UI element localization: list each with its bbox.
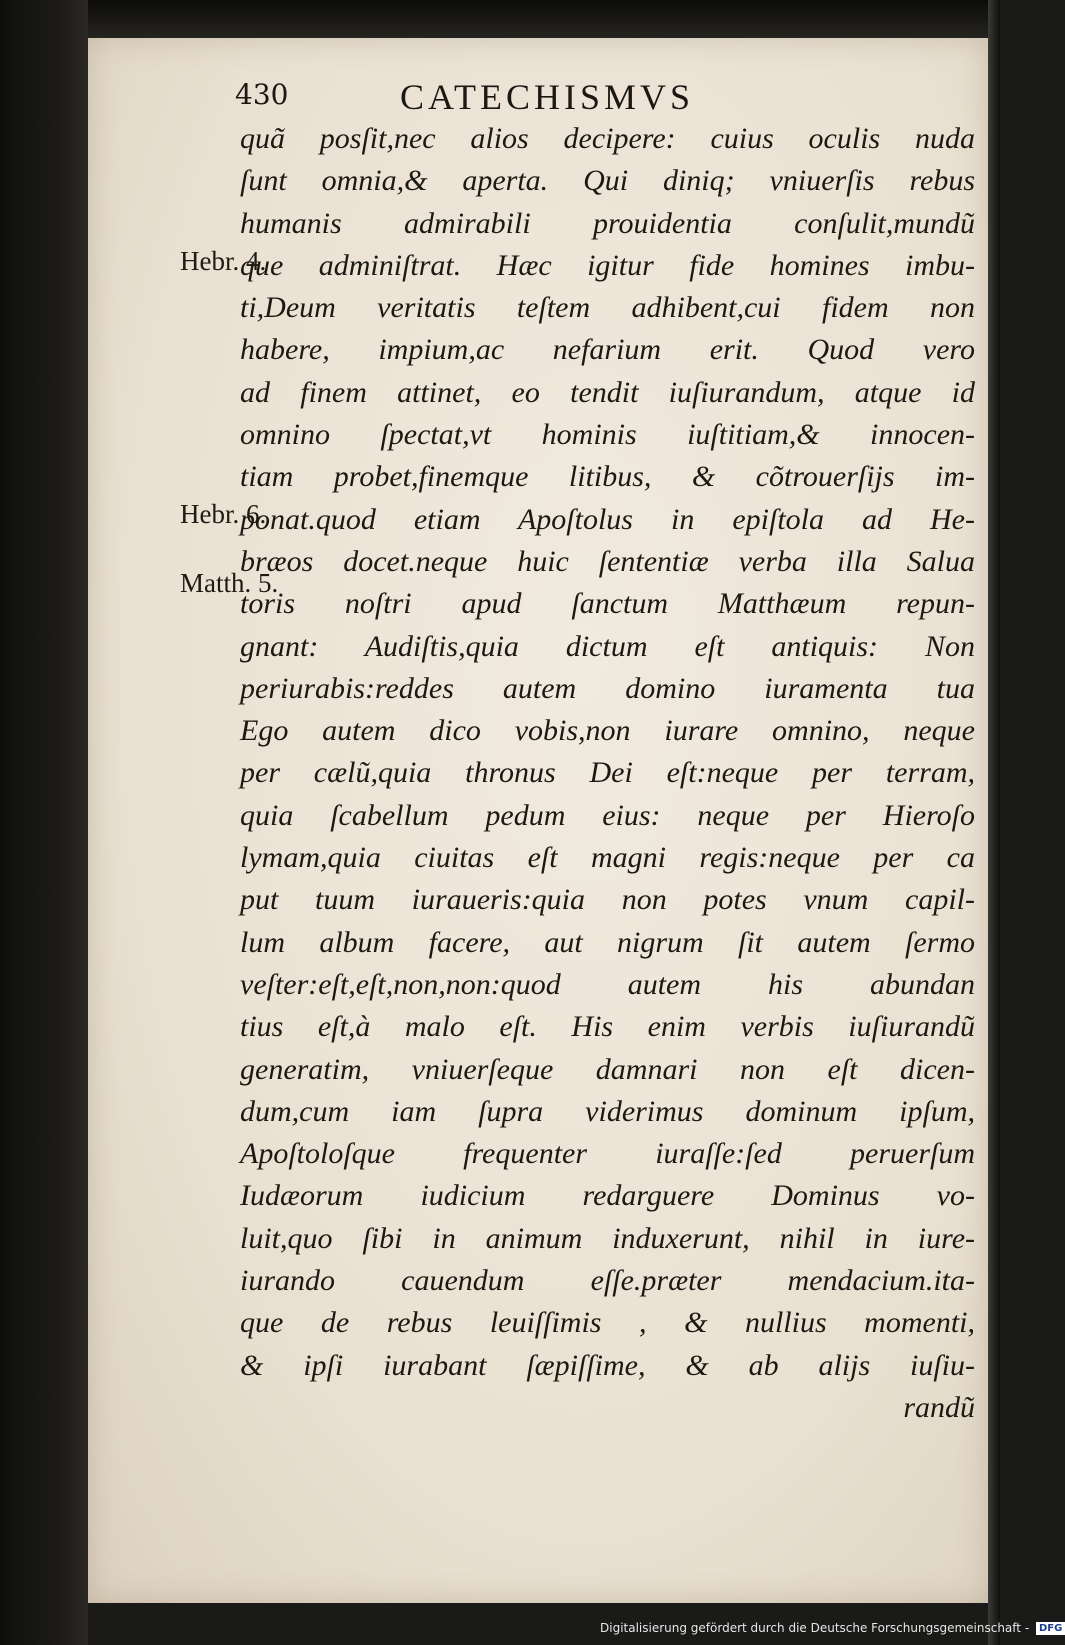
text-line: habere, impium,ac nefarium erit. Quod vero — [240, 333, 975, 367]
body-text — [240, 118, 975, 1429]
margin-note-hebr-4: Hebr. 4. — [180, 246, 267, 276]
text-line: quã posſit,nec alios decipere: cuius oculis nuda — [240, 122, 975, 155]
book-spine-shadow — [0, 0, 88, 1645]
text-line: iurando cauendum eſſe.præter mendacium.ita- — [240, 1264, 975, 1298]
text-line: omnino ſpectat,vt hominis iuſtitiam,& innocen- — [240, 418, 975, 452]
text-line: bræos docet.neque huic ſententiæ verba illa Salua — [240, 544, 975, 578]
running-title: CATECHISMVS — [400, 77, 695, 117]
margin-note-hebr-6: Hebr. 6. — [180, 499, 267, 529]
text-line: Apoſtoloſque frequenter iuraſſe:ſed peruerſum — [240, 1137, 975, 1171]
text-line: humanis admirabili prouidentia conſulit,mundũ — [240, 206, 975, 240]
text-line: & ipſi iurabant ſæpiſſime, & ab alijs iuſiu- — [240, 1348, 975, 1382]
text-line: tius eſt,à malo eſt. His enim verbis iuſiurandũ — [240, 1010, 975, 1044]
text-line: ad finem attinet, eo tendit iuſiurandum, atque id — [240, 375, 975, 409]
text-line: periurabis:reddes autem domino iuramenta tua — [240, 671, 975, 705]
page-right-edge — [988, 0, 1000, 1645]
text-line: luit,quo ſibi in animum induxerunt, nihil in iure- — [240, 1221, 975, 1255]
digitization-credit — [600, 1621, 1063, 1639]
text-line: lymam,quia ciuitas eſt magni regis:neque per ca — [240, 841, 975, 875]
text-line: que de rebus leuiſſimis , & nullius momenti, — [240, 1306, 975, 1340]
text-line: Ego autem dico vobis,non iurare omnino, neque — [240, 714, 975, 748]
text-line: quia ſcabellum pedum eius: neque per Hieroſo — [240, 798, 975, 832]
text-line: ti,Deum veritatis teſtem adhibent,cui fidem non — [240, 291, 975, 325]
text-line: que adminiſtrat. Hæc igitur fide homines imbu- — [240, 248, 975, 282]
text-line: per cælũ,quia thronus Dei eſt:neque per terram, — [240, 756, 975, 790]
text-line: tiam probet,finemque litibus, & cõtrouerſijs im- — [240, 460, 975, 494]
dfg-logo: DFG — [1036, 1622, 1065, 1635]
page-number: 430 — [235, 78, 289, 111]
page-header — [235, 70, 925, 120]
text-line: put tuum iuraueris:quia non potes vnum capil- — [240, 883, 975, 917]
text-line: toris noſtri apud ſanctum Matthæum repun- — [240, 587, 975, 621]
text-line: dum,cum iam ſupra viderimus dominum ipſum, — [240, 1094, 975, 1128]
page-top-edge — [88, 0, 988, 38]
credit-text: Digitalisierung gefördert durch die Deutsche Forschungsgemeinschaft - — [600, 1621, 1030, 1635]
text-line: veſter:eſt,eſt,non,non:quod autem his abundan — [240, 967, 975, 1001]
text-line: Iudæorum iudicium redarguere Dominus vo- — [240, 1179, 975, 1213]
text-line: randũ — [903, 1390, 975, 1424]
text-line: ſunt omnia,& aperta. Qui diniq; vniuerſis rebus — [240, 164, 975, 198]
text-line: ponat.quod etiam Apoſtolus in epiſtola ad He- — [240, 502, 975, 536]
text-line: lum album facere, aut nigrum ſit autem ſermo — [240, 925, 975, 959]
text-line: gnant: Audiſtis,quia dictum eſt antiquis: Non — [240, 629, 975, 663]
margin-note-matth-5: Matth. 5. — [180, 568, 279, 598]
text-line: generatim, vniuerſeque damnari non eſt dicen- — [240, 1052, 975, 1086]
